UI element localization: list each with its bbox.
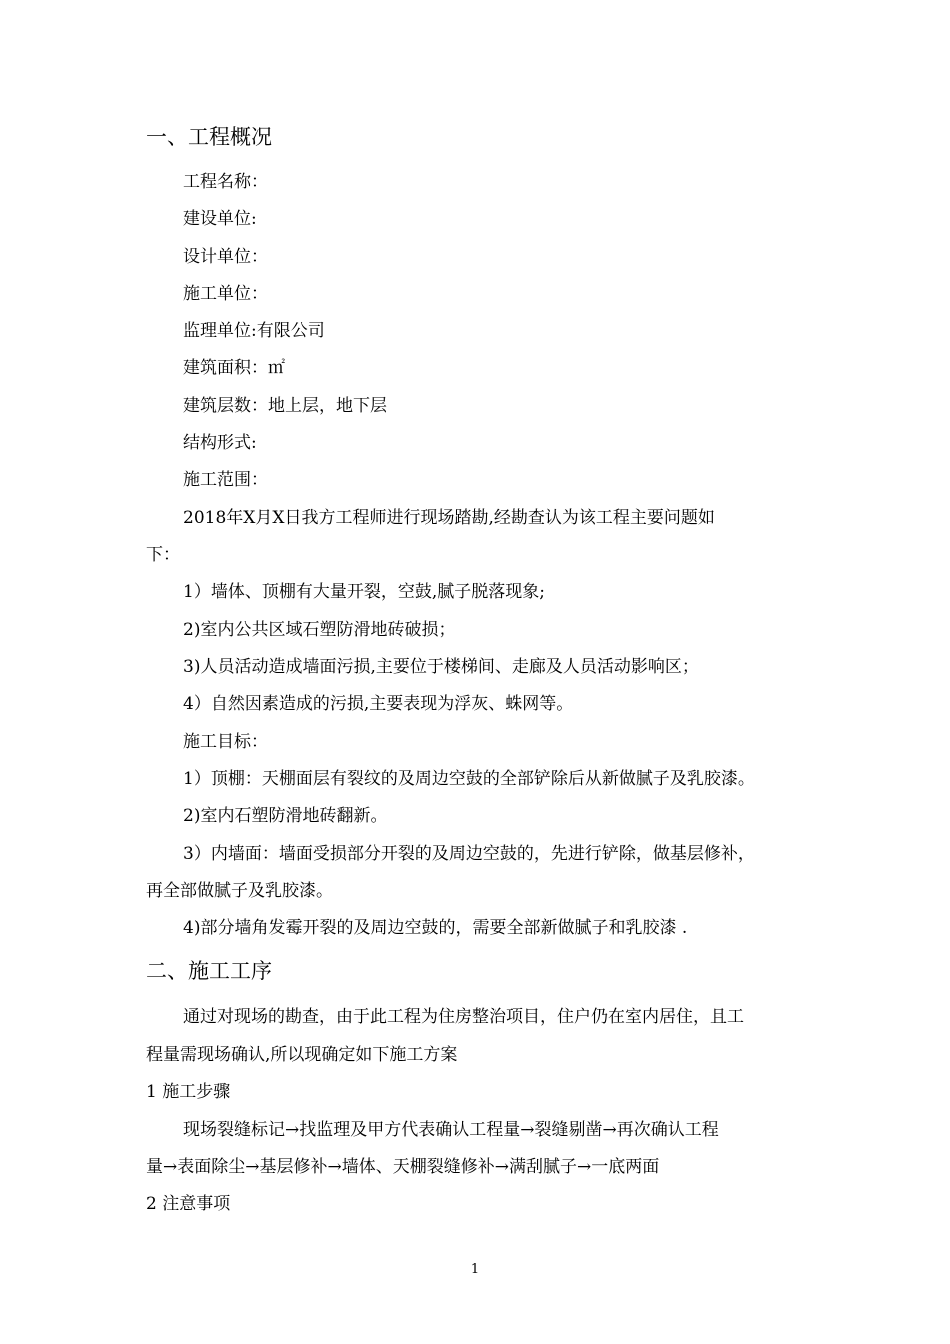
field-builder-unit: 施工单位： bbox=[183, 284, 268, 304]
survey-paragraph-line-1: 2018年X月X日我方工程师进行现场踏勘,经勘查认为该工程主要问题如 bbox=[183, 508, 715, 528]
field-building-area: 建筑面积：㎡ bbox=[183, 358, 285, 378]
section-2-intro-line-1: 通过对现场的勘查，由于此工程为住房整治项目，住户仍在室内居住，且工 bbox=[183, 1007, 744, 1027]
field-construction-unit: 建设单位: bbox=[183, 209, 257, 229]
problem-item-2: 2)室内公共区域石塑防滑地砖破损； bbox=[183, 620, 456, 640]
step-1-line-2: 量→表面除尘→基层修补→墙体、天棚裂缝修补→满刮腻子→一底两面 bbox=[146, 1157, 660, 1177]
field-design-unit: 设计单位： bbox=[183, 247, 268, 267]
goals-label: 施工目标： bbox=[183, 732, 268, 752]
goal-item-4: 4)部分墙角发霉开裂的及周边空鼓的，需要全部新做腻子和乳胶漆 . bbox=[183, 918, 688, 938]
goal-item-2: 2)室内石塑防滑地砖翻新。 bbox=[183, 806, 388, 826]
field-structure-type: 结构形式: bbox=[183, 433, 257, 453]
step-1-heading: 1 施工步骤 bbox=[146, 1082, 231, 1102]
problem-item-4: 4）自然因素造成的污损,主要表现为浮灰、蛛网等。 bbox=[183, 694, 574, 714]
field-construction-scope: 施工范围： bbox=[183, 470, 268, 490]
page-number: 1 bbox=[470, 1262, 480, 1277]
goal-item-1: 1）顶棚：天棚面层有裂纹的及周边空鼓的全部铲除后从新做腻子及乳胶漆。 bbox=[183, 769, 755, 789]
section-1-heading: 一、工程概况 bbox=[146, 125, 272, 149]
field-supervision-unit: 监理单位:有限公司 bbox=[183, 321, 325, 341]
goal-item-3-line-1: 3）内墙面：墙面受损部分开裂的及周边空鼓的，先进行铲除，做基层修补， bbox=[183, 844, 755, 864]
survey-paragraph-line-2: 下： bbox=[146, 545, 180, 565]
problem-item-1: 1）墙体、顶棚有大量开裂，空鼓,腻子脱落现象; bbox=[183, 582, 545, 602]
section-2-intro-line-2: 程量需现场确认,所以现确定如下施工方案 bbox=[146, 1045, 458, 1065]
step-1-line-1: 现场裂缝标记→找监理及甲方代表确认工程量→裂缝剔凿→再次确认工程 bbox=[183, 1120, 719, 1140]
field-project-name: 工程名称： bbox=[183, 172, 268, 192]
step-2-heading: 2 注意事项 bbox=[146, 1194, 231, 1214]
field-floor-count: 建筑层数：地上层，地下层 bbox=[183, 396, 387, 416]
problem-item-3: 3)人员活动造成墙面污损,主要位于楼梯间、走廊及人员活动影响区； bbox=[183, 657, 699, 677]
section-2-heading: 二、施工工序 bbox=[146, 959, 272, 983]
goal-item-3-line-2: 再全部做腻子及乳胶漆。 bbox=[146, 881, 333, 901]
